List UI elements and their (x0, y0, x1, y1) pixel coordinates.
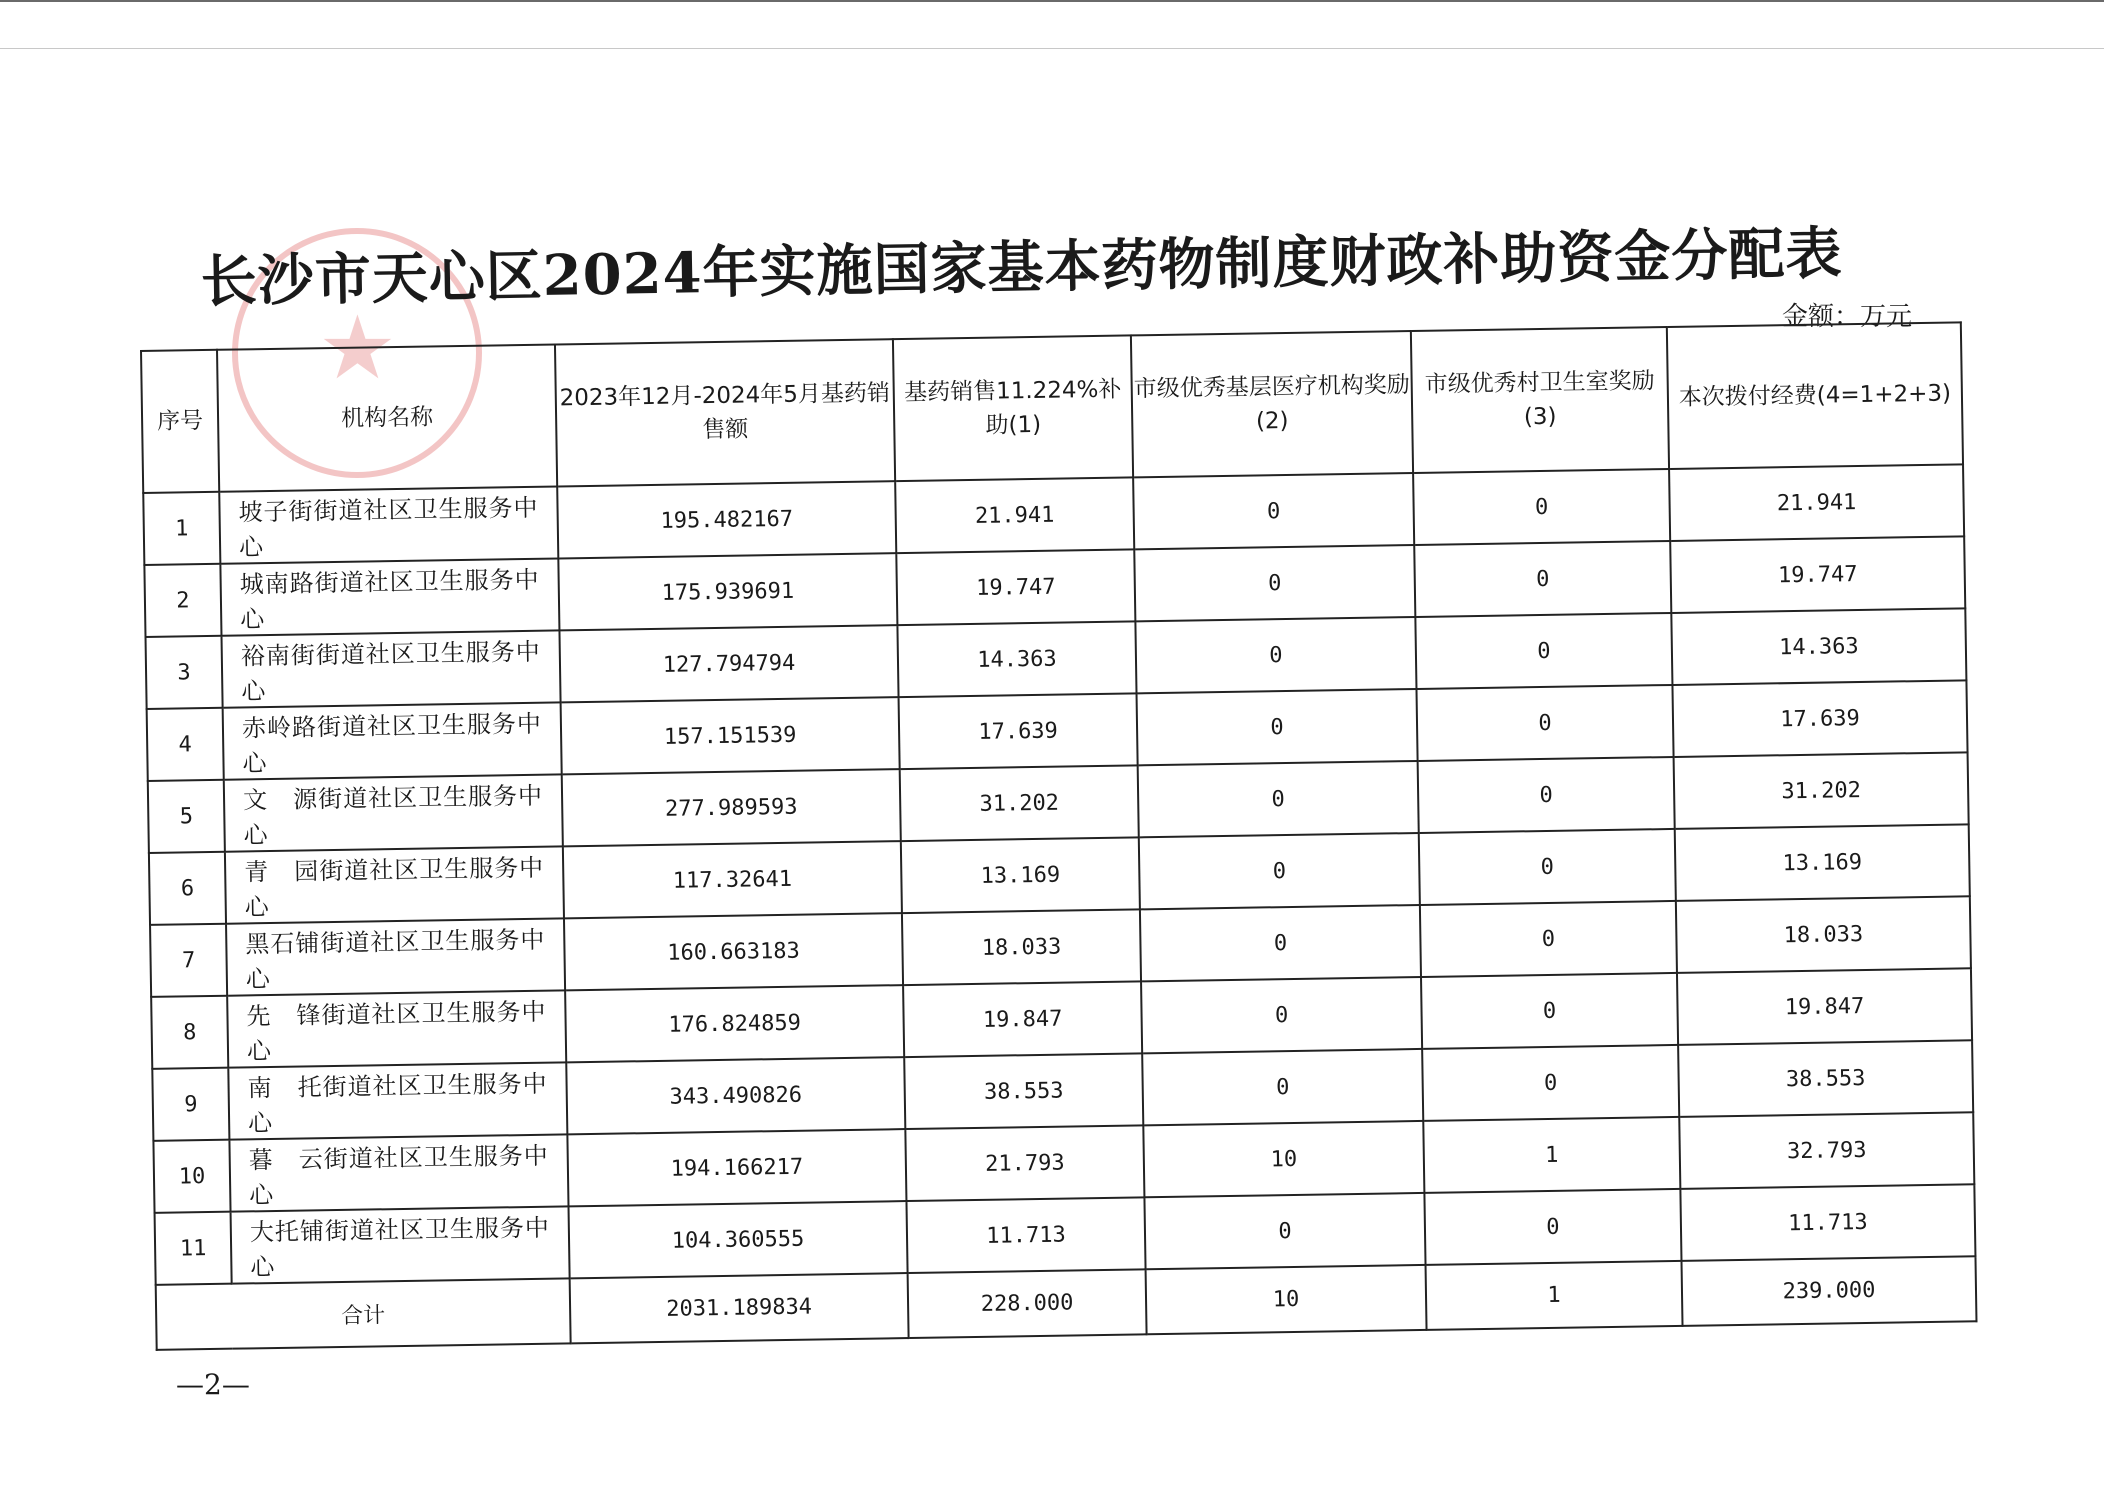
totals-total: 239.000 (1681, 1256, 1976, 1326)
cell-total: 32.793 (1679, 1112, 1974, 1189)
cell-name: 裕南街街道社区卫生服务中心 (221, 630, 560, 707)
cell-subsidy: 19.747 (896, 549, 1135, 625)
cell-name: 赤岭路街道社区卫生服务中心 (223, 702, 562, 779)
scan-fold-line (0, 48, 2104, 49)
totals-med-award: 10 (1146, 1265, 1427, 1334)
cell-total: 13.169 (1675, 824, 1970, 901)
cell-sales: 160.663183 (564, 913, 903, 990)
cell-med-award: 10 (1143, 1121, 1424, 1197)
cell-village-award: 0 (1421, 973, 1678, 1049)
cell-village-award: 0 (1424, 1189, 1681, 1265)
cell-subsidy: 14.363 (897, 621, 1136, 697)
cell-seq: 3 (146, 636, 223, 709)
header-subsidy: 基药销售11.224%补助(1) (893, 335, 1133, 481)
cell-seq: 2 (144, 564, 221, 637)
cell-seq: 5 (148, 780, 225, 853)
cell-name: 大托铺街道社区卫生服务中心 (231, 1206, 570, 1283)
header-med-award: 市级优秀基层医疗机构奖励(2) (1131, 331, 1413, 477)
cell-seq: 6 (149, 852, 226, 925)
cell-total: 14.363 (1671, 608, 1966, 685)
totals-sales: 2031.189834 (570, 1273, 909, 1343)
cell-med-award: 0 (1140, 905, 1421, 981)
cell-name: 青 园街道社区卫生服务中心 (225, 846, 564, 923)
header-total: 本次拨付经费(4=1+2+3) (1667, 322, 1963, 469)
cell-village-award: 0 (1418, 757, 1675, 833)
cell-sales: 117.32641 (563, 841, 902, 918)
cell-sales: 194.166217 (567, 1129, 906, 1206)
cell-seq: 10 (153, 1140, 230, 1213)
totals-label: 合计 (156, 1278, 571, 1349)
page-number: —2— (176, 1368, 250, 1401)
cell-total: 17.639 (1672, 680, 1967, 757)
cell-name: 黑石铺街道社区卫生服务中心 (226, 918, 565, 995)
cell-total: 38.553 (1678, 1040, 1973, 1117)
cell-village-award: 0 (1415, 613, 1672, 689)
cell-sales: 195.482167 (557, 481, 896, 558)
cell-seq: 7 (150, 924, 227, 997)
cell-sales: 175.939691 (558, 553, 897, 630)
cell-seq: 11 (155, 1212, 232, 1285)
cell-village-award: 0 (1414, 541, 1671, 617)
cell-sales: 104.360555 (569, 1201, 908, 1278)
document-title: 长沙市天心区2024年实施国家基本药物制度财政补助资金分配表 (200, 220, 1843, 315)
cell-subsidy: 21.941 (895, 477, 1134, 553)
cell-village-award: 0 (1422, 1045, 1679, 1121)
cell-name: 文 源街道社区卫生服务中心 (224, 774, 563, 851)
cell-med-award: 0 (1137, 689, 1418, 765)
cell-med-award: 0 (1134, 545, 1415, 621)
cell-sales: 277.989593 (562, 769, 901, 846)
cell-total: 21.941 (1669, 464, 1964, 541)
allocation-table (140, 321, 1977, 1350)
cell-subsidy: 31.202 (900, 765, 1139, 841)
cell-village-award: 0 (1419, 829, 1676, 905)
header-sales: 2023年12月-2024年5月基药销售额 (555, 339, 895, 486)
cell-total: 11.713 (1680, 1184, 1975, 1261)
header-seq: 序号 (141, 350, 219, 493)
cell-total: 19.847 (1677, 968, 1972, 1045)
header-row (141, 322, 1963, 493)
cell-subsidy: 13.169 (901, 837, 1140, 913)
cell-sales: 127.794794 (559, 625, 898, 702)
cell-name: 先 锋街道社区卫生服务中心 (227, 990, 566, 1067)
cell-total: 31.202 (1674, 752, 1969, 829)
cell-name: 暮 云街道社区卫生服务中心 (229, 1134, 568, 1211)
seal-star-icon: ★ (318, 296, 397, 399)
cell-seq: 1 (143, 492, 220, 565)
cell-med-award: 0 (1139, 833, 1420, 909)
cell-subsidy: 18.033 (902, 909, 1141, 985)
cell-med-award: 0 (1135, 617, 1416, 693)
cell-med-award: 0 (1144, 1193, 1425, 1269)
cell-sales: 176.824859 (565, 985, 904, 1062)
header-name: 机构名称 (217, 344, 557, 491)
cell-sales: 157.151539 (561, 697, 900, 774)
cell-sales: 343.490826 (566, 1057, 905, 1134)
cell-med-award: 0 (1142, 1049, 1423, 1125)
cell-village-award: 0 (1420, 901, 1677, 977)
cell-village-award: 1 (1423, 1117, 1680, 1193)
totals-village-award: 1 (1426, 1261, 1683, 1330)
allocation-table-wrapper (140, 321, 1974, 1329)
cell-subsidy: 17.639 (899, 693, 1138, 769)
cell-med-award: 0 (1133, 473, 1414, 549)
cell-subsidy: 19.847 (903, 981, 1142, 1057)
totals-subsidy: 228.000 (908, 1269, 1147, 1338)
cell-med-award: 0 (1141, 977, 1422, 1053)
cell-total: 19.747 (1670, 536, 1965, 613)
cell-subsidy: 38.553 (904, 1053, 1143, 1129)
cell-subsidy: 21.793 (905, 1125, 1144, 1201)
cell-seq: 4 (147, 708, 224, 781)
cell-name: 南 托街道社区卫生服务中心 (228, 1062, 567, 1139)
scan-edge-line (0, 0, 2104, 2)
cell-total: 18.033 (1676, 896, 1971, 973)
cell-seq: 9 (152, 1068, 229, 1141)
cell-med-award: 0 (1138, 761, 1419, 837)
header-village-award: 市级优秀村卫生室奖励(3) (1411, 327, 1669, 473)
amount-unit: 金额：万元 (1782, 302, 1913, 332)
cell-village-award: 0 (1416, 685, 1673, 761)
cell-name: 坡子街街道社区卫生服务中心 (219, 486, 558, 563)
cell-seq: 8 (151, 996, 228, 1069)
cell-subsidy: 11.713 (906, 1197, 1145, 1273)
cell-name: 城南路街道社区卫生服务中心 (220, 558, 559, 635)
cell-village-award: 0 (1413, 469, 1670, 545)
